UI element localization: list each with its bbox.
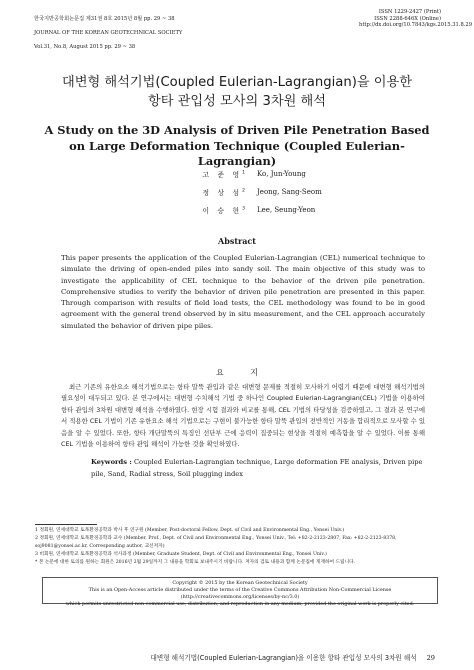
author-name-kr: 고 준 영$^1$ xyxy=(202,170,245,179)
footnote-item: * 본 논문에 대한 토의를 원하는 회원은 2016년 2월 29일까지 그 내용을 학회로 보내주시기 바랍니다. 저자의 검토 내용과 함께 논문집에 게재하여 드립니다. xyxy=(35,560,356,566)
page-number: 29 xyxy=(426,654,435,662)
license-line: This is an Open-Access article distributed under the terms of the Creative Commons Attribution Non-Commercial License (http://creativecommons.org/licenses/by-nc/3.0) xyxy=(88,587,392,600)
copyright-box xyxy=(42,577,438,607)
author-name-en: Lee, Seung-Yeon xyxy=(257,206,316,214)
korean-abstract-text: 최근 기존의 유한요소 해석기법으로는 항타 말뚝 관입과 같은 대변형 문제를 적절히 모사하기 어렵기 때문에 대변형 해석기법의 필요성이 대두되고 있다. 본 연구에서는 대변형 수치해석 기법 중 하나인 Coupled Eulerian-Lagrangian(CEL) 기법을 이용하여 항타 관입의 3차원 대변형 해석을 수행하였다. 현장 시험 결과와 비교를 통해, CEL 기법의 타당성을 검증하였고, 그 결과 본 연구에서 적용한 CEL 기법이 기존 유한요소 해석 기법으로는 구현이 불가능한 항타 말뚝 관입의 전반적인 거동을 합리적으로 모사할 수 있음을 알 수 있었다. 또한, 항타 개단말뚝의 특징인 선단부 근에 응력이 집중되는 현상을 적절히 예측함을 알 수 있었다. 이를 통해 CEL 기법을 이용하여 항타 관입 해석이 가능한 것을 확인하였다. xyxy=(61,383,425,449)
license-line-2: which permits unrestricted non-commercial use, distribution, and reproduction in any medium, provided the original work is properly cited. xyxy=(65,601,415,607)
author-row xyxy=(173,170,322,188)
keywords-text: Coupled Eulerian-Lagrangian technique, Large deformation FE analysis, Driven pipe pile, Sand, Radial stress, Soil plugging index xyxy=(91,458,423,478)
author-name-en: Ko, Jun-Young xyxy=(257,170,306,178)
issn-online: ISSN 2288-646X (Online) xyxy=(374,15,441,22)
journal-header-right xyxy=(359,9,473,29)
korean-title-line1: 대변형 해석기법(Coupled Eulerian-Lagrangian)을 이용한 xyxy=(61,75,413,90)
english-title-line2: on Large Deformation Technique (Coupled Eulerian-Lagrangian) xyxy=(69,138,405,168)
doi-link[interactable]: http://dx.doi.org/10.7843/kgs.2015.31.8.29 xyxy=(359,22,473,29)
footnote-item: 3 비회원, 연세대학교 토목환경공학과 석사과정 (Member, Graduate Student, Dept. of Civil and Environmental Eng., Yonsei Univ.) xyxy=(35,552,327,558)
author-row xyxy=(173,206,322,224)
author-name-kr: 이 승 현$^3$ xyxy=(202,206,245,215)
english-title-line1: A Study on the 3D Analysis of Driven Pile Penetration Based xyxy=(44,123,430,137)
page-footer xyxy=(140,652,435,662)
keywords xyxy=(91,457,431,480)
copyright-line: Copyright © 2015 by the Korean Geotechnical Society xyxy=(172,580,308,586)
english-title xyxy=(40,123,434,170)
korean-title xyxy=(0,73,474,111)
journal-name-kr: 한국지반공학회논문집 제31권 8호 2015년 8월 pp. 29 ~ 38 xyxy=(34,16,175,22)
footnotes xyxy=(35,527,447,567)
abstract-heading: Abstract xyxy=(218,236,256,246)
keywords-label: Keywords : xyxy=(91,458,132,466)
footnote-item: 1 정회원, 연세대학교 토목환경공학과 박사 후 연구원 (Member, Post-doctoral Fellow, Dept. of Civil and Environmental Eng., Yonsei Univ.) xyxy=(35,528,345,533)
footnote-item: 2 정회원, 연세대학교 토목환경공학과 교수 (Member, Prof., Dept. of Civil and Environmental Eng., Yonsei Univ., Tel: +82-2-2123-2807, Fax: +82-2-2123-8378, xyxy=(35,536,397,542)
author-name-kr: 정 상 섬$^2$ xyxy=(202,188,245,197)
korean-abstract-heading: 요 지 xyxy=(216,368,270,377)
author-name-en: Jeong, Sang-Seom xyxy=(257,188,322,196)
author-row xyxy=(173,188,322,206)
abstract-text: This paper presents the application of the Coupled Eulerian-Lagrangian (CEL) numerical technique to simulate the driving of open-ended piles into sandy soil. The main objective of this study was to investigate the applicability of CEL technique to the behavior of the driven pile penetration. Comprehensive studies to verify the behavior of driven pile penetration are presented in this paper. Through comparison with results of field load tests, the CEL methodology was found to be in good agreement with the general trend observed by in situ measurement, and the CEL approach accurately simulated the behavior of driven pipe piles. xyxy=(61,254,425,330)
journal-volume: Vol.31, No.8, August 2015 pp. 29 ~ 38 xyxy=(34,44,136,50)
running-title: 대변형 해석기법(Coupled Eulerian-Lagrangian)을 이용한 항타 관입성 모사의 3차원 해석 xyxy=(150,654,417,662)
issn-print: ISSN 1229-2427 (Print) xyxy=(378,9,441,15)
korean-title-line2: 항타 관입성 모사의 3차원 해석 xyxy=(147,94,327,109)
footnote-divider xyxy=(35,524,97,525)
journal-name-en: JOURNAL OF THE KOREAN GEOTECHNICAL SOCIETY xyxy=(34,30,183,36)
footnote-item: soj9081@yonsei.ac.kr, Corresponding author, 교신저자) xyxy=(35,544,165,550)
journal-header-left xyxy=(34,9,182,58)
author-list xyxy=(173,170,322,224)
